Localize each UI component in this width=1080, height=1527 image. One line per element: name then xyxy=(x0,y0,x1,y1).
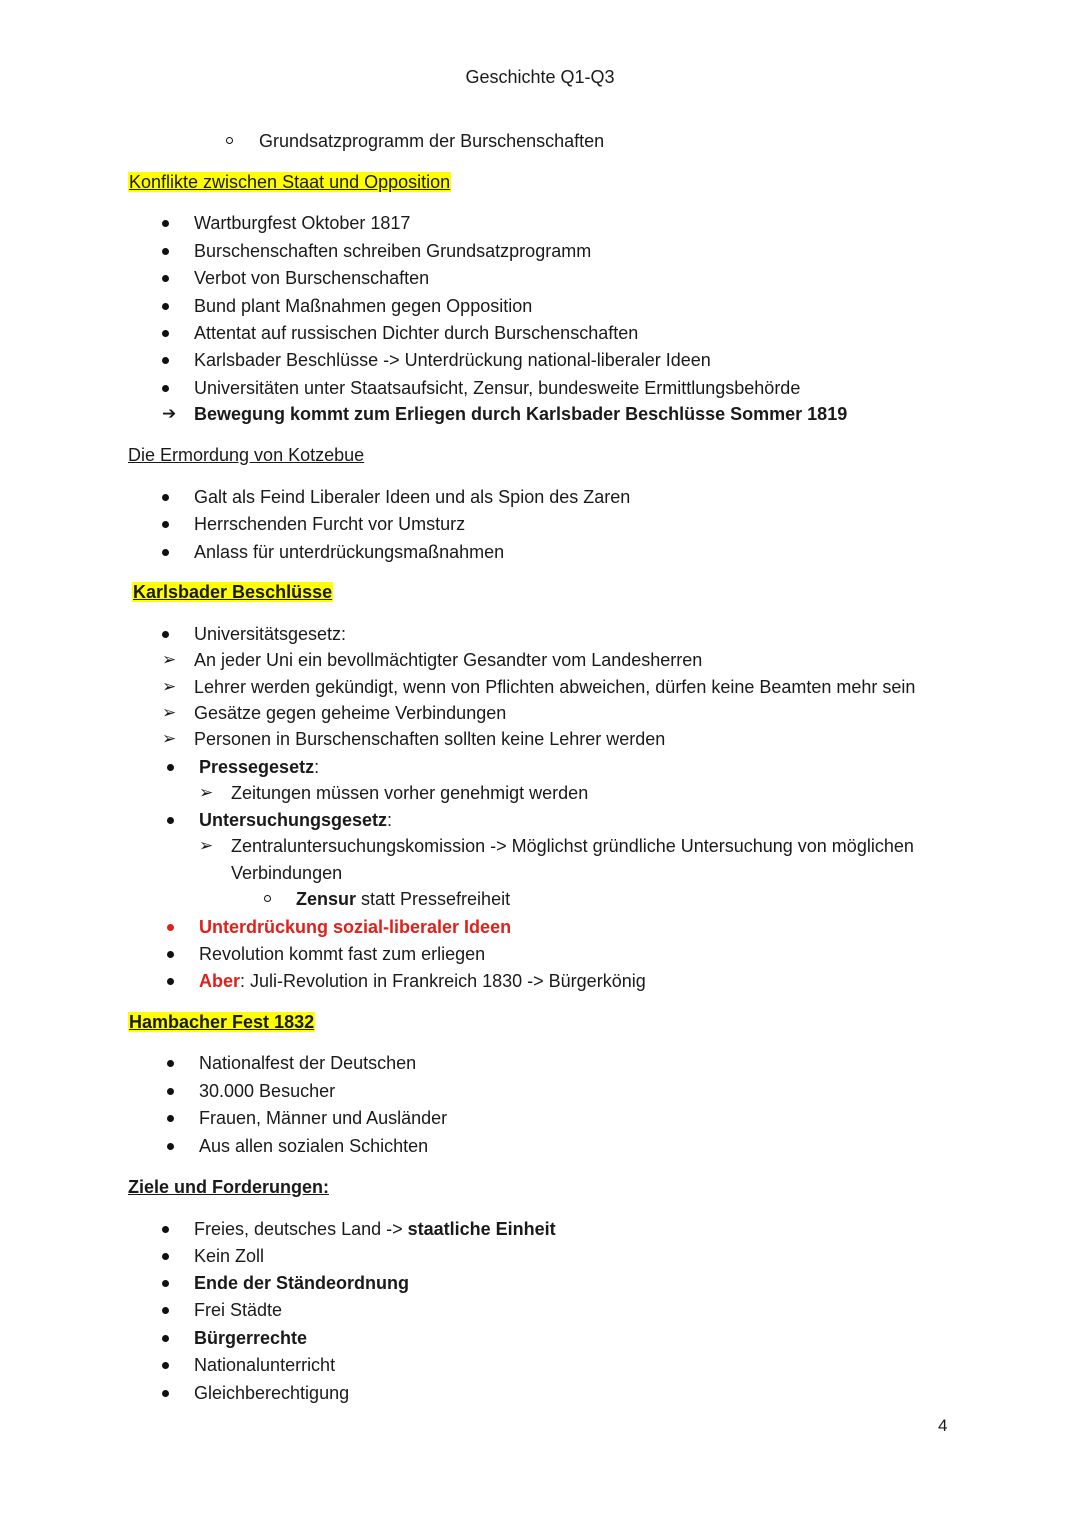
list-item: Wartburgfest Oktober 1817 xyxy=(162,212,410,234)
list-item: Anlass für unterdrückungsmaßnahmen xyxy=(162,541,504,563)
bullet-icon xyxy=(162,1226,169,1233)
section-heading-hambacher: Hambacher Fest 1832 xyxy=(129,1012,315,1032)
bullet-icon xyxy=(162,549,169,556)
list-item: ➢ Gesätze gegen geheime Verbindungen xyxy=(162,703,507,723)
bullet-icon xyxy=(162,330,169,337)
list-item: Nationalunterricht xyxy=(162,1354,335,1376)
hollow-bullet-icon xyxy=(226,137,233,144)
red-bullet-icon xyxy=(167,924,174,931)
page-number: 4 xyxy=(938,1416,948,1435)
bullet-icon xyxy=(162,1307,169,1314)
bullet-icon xyxy=(162,1390,169,1397)
list-item: Ende der Ständeordnung xyxy=(162,1272,409,1294)
list-item: Frei Städte xyxy=(162,1299,282,1321)
bullet-icon xyxy=(167,951,174,958)
list-item: Bürgerrechte xyxy=(162,1327,307,1349)
arrowhead-bullet-icon: ➢ xyxy=(199,783,214,802)
list-item: Kein Zoll xyxy=(162,1245,264,1267)
list-item: Freies, deutsches Land -> staatliche Einheit xyxy=(162,1218,556,1240)
list-item: ➢ Zentraluntersuchungskomission -> Möglichst gründliche Untersuchung von möglichen xyxy=(199,836,914,856)
list-item: ➢ Zeitungen müssen vorher genehmigt werden xyxy=(199,783,589,803)
bullet-icon xyxy=(162,631,169,638)
list-item: Karlsbader Beschlüsse -> Unterdrückung national-liberaler Ideen xyxy=(162,349,711,371)
list-item: ➢ Personen in Burschenschaften sollten keine Lehrer werden xyxy=(162,729,666,749)
conclusion-item: ➔ Bewegung kommt zum Erliegen durch Karlsbader Beschlüsse Sommer 1819 xyxy=(162,404,848,424)
list-item: Grundsatzprogramm der Burschenschaften xyxy=(226,130,604,152)
bullet-icon xyxy=(167,1143,174,1150)
list-item: Aus allen sozialen Schichten xyxy=(167,1135,428,1157)
section-heading-konflikte: Konflikte zwischen Staat und Opposition xyxy=(129,172,451,192)
list-item: Aber: Juli-Revolution in Frankreich 1830 -> Bürgerkönig xyxy=(167,970,646,992)
bullet-icon xyxy=(162,1253,169,1260)
bullet-icon xyxy=(167,978,174,985)
arrowhead-bullet-icon: ➢ xyxy=(162,729,177,748)
list-item: Zensur statt Pressefreiheit xyxy=(264,888,510,910)
section-heading-ziele: Ziele und Forderungen: xyxy=(128,1177,329,1197)
bullet-icon xyxy=(162,248,169,255)
arrowhead-bullet-icon: ➢ xyxy=(162,677,177,696)
list-item: Universitätsgesetz: xyxy=(162,623,346,645)
arrow-right-icon: ➔ xyxy=(162,404,177,423)
bullet-icon xyxy=(162,1362,169,1369)
list-item-continuation: Verbindungen xyxy=(231,863,343,883)
list-item: Frauen, Männer und Ausländer xyxy=(167,1107,447,1129)
bullet-icon xyxy=(162,494,169,501)
bullet-icon xyxy=(162,275,169,282)
list-item: 30.000 Besucher xyxy=(167,1080,335,1102)
bullet-icon xyxy=(167,1088,174,1095)
list-item: Unterdrückung sozial-liberaler Ideen xyxy=(167,916,511,938)
bullet-icon xyxy=(167,817,174,824)
hollow-bullet-icon xyxy=(264,895,271,902)
bullet-icon xyxy=(167,1060,174,1067)
arrowhead-bullet-icon: ➢ xyxy=(162,650,177,669)
section-heading-kotzebue: Die Ermordung von Kotzebue xyxy=(128,445,365,465)
list-item: Verbot von Burschenschaften xyxy=(162,267,429,289)
list-item: Universitäten unter Staatsaufsicht, Zensur, bundesweite Ermittlungsbehörde xyxy=(162,377,800,399)
list-item: ➢ Lehrer werden gekündigt, wenn von Pflichten abweichen, dürfen keine Beamten mehr sein xyxy=(162,677,916,697)
list-item: Bund plant Maßnahmen gegen Opposition xyxy=(162,295,532,317)
arrowhead-bullet-icon: ➢ xyxy=(162,703,177,722)
list-item: Attentat auf russischen Dichter durch Burschenschaften xyxy=(162,322,638,344)
list-item: Gleichberechtigung xyxy=(162,1382,349,1404)
list-item: Revolution kommt fast zum erliegen xyxy=(167,943,485,965)
bullet-icon xyxy=(162,385,169,392)
list-item: Galt als Feind Liberaler Ideen und als Spion des Zaren xyxy=(162,486,630,508)
bullet-icon xyxy=(162,357,169,364)
bullet-icon xyxy=(162,220,169,227)
page-header-title: Geschichte Q1-Q3 xyxy=(465,67,615,87)
list-item: Untersuchungsgesetz: xyxy=(167,809,392,831)
list-item: Nationalfest der Deutschen xyxy=(167,1052,416,1074)
bullet-icon xyxy=(162,1280,169,1287)
section-heading-karlsbader: Karlsbader Beschlüsse xyxy=(133,582,333,602)
list-item: Burschenschaften schreiben Grundsatzprogramm xyxy=(162,240,591,262)
list-item: Pressegesetz: xyxy=(167,756,319,778)
bullet-icon xyxy=(162,1335,169,1342)
list-item: ➢ An jeder Uni ein bevollmächtigter Gesandter vom Landesherren xyxy=(162,650,703,670)
list-item: Herrschenden Furcht vor Umsturz xyxy=(162,513,465,535)
bullet-icon xyxy=(162,521,169,528)
arrowhead-bullet-icon: ➢ xyxy=(199,836,214,855)
bullet-icon xyxy=(162,303,169,310)
bullet-icon xyxy=(167,1115,174,1122)
bullet-icon xyxy=(167,764,174,771)
